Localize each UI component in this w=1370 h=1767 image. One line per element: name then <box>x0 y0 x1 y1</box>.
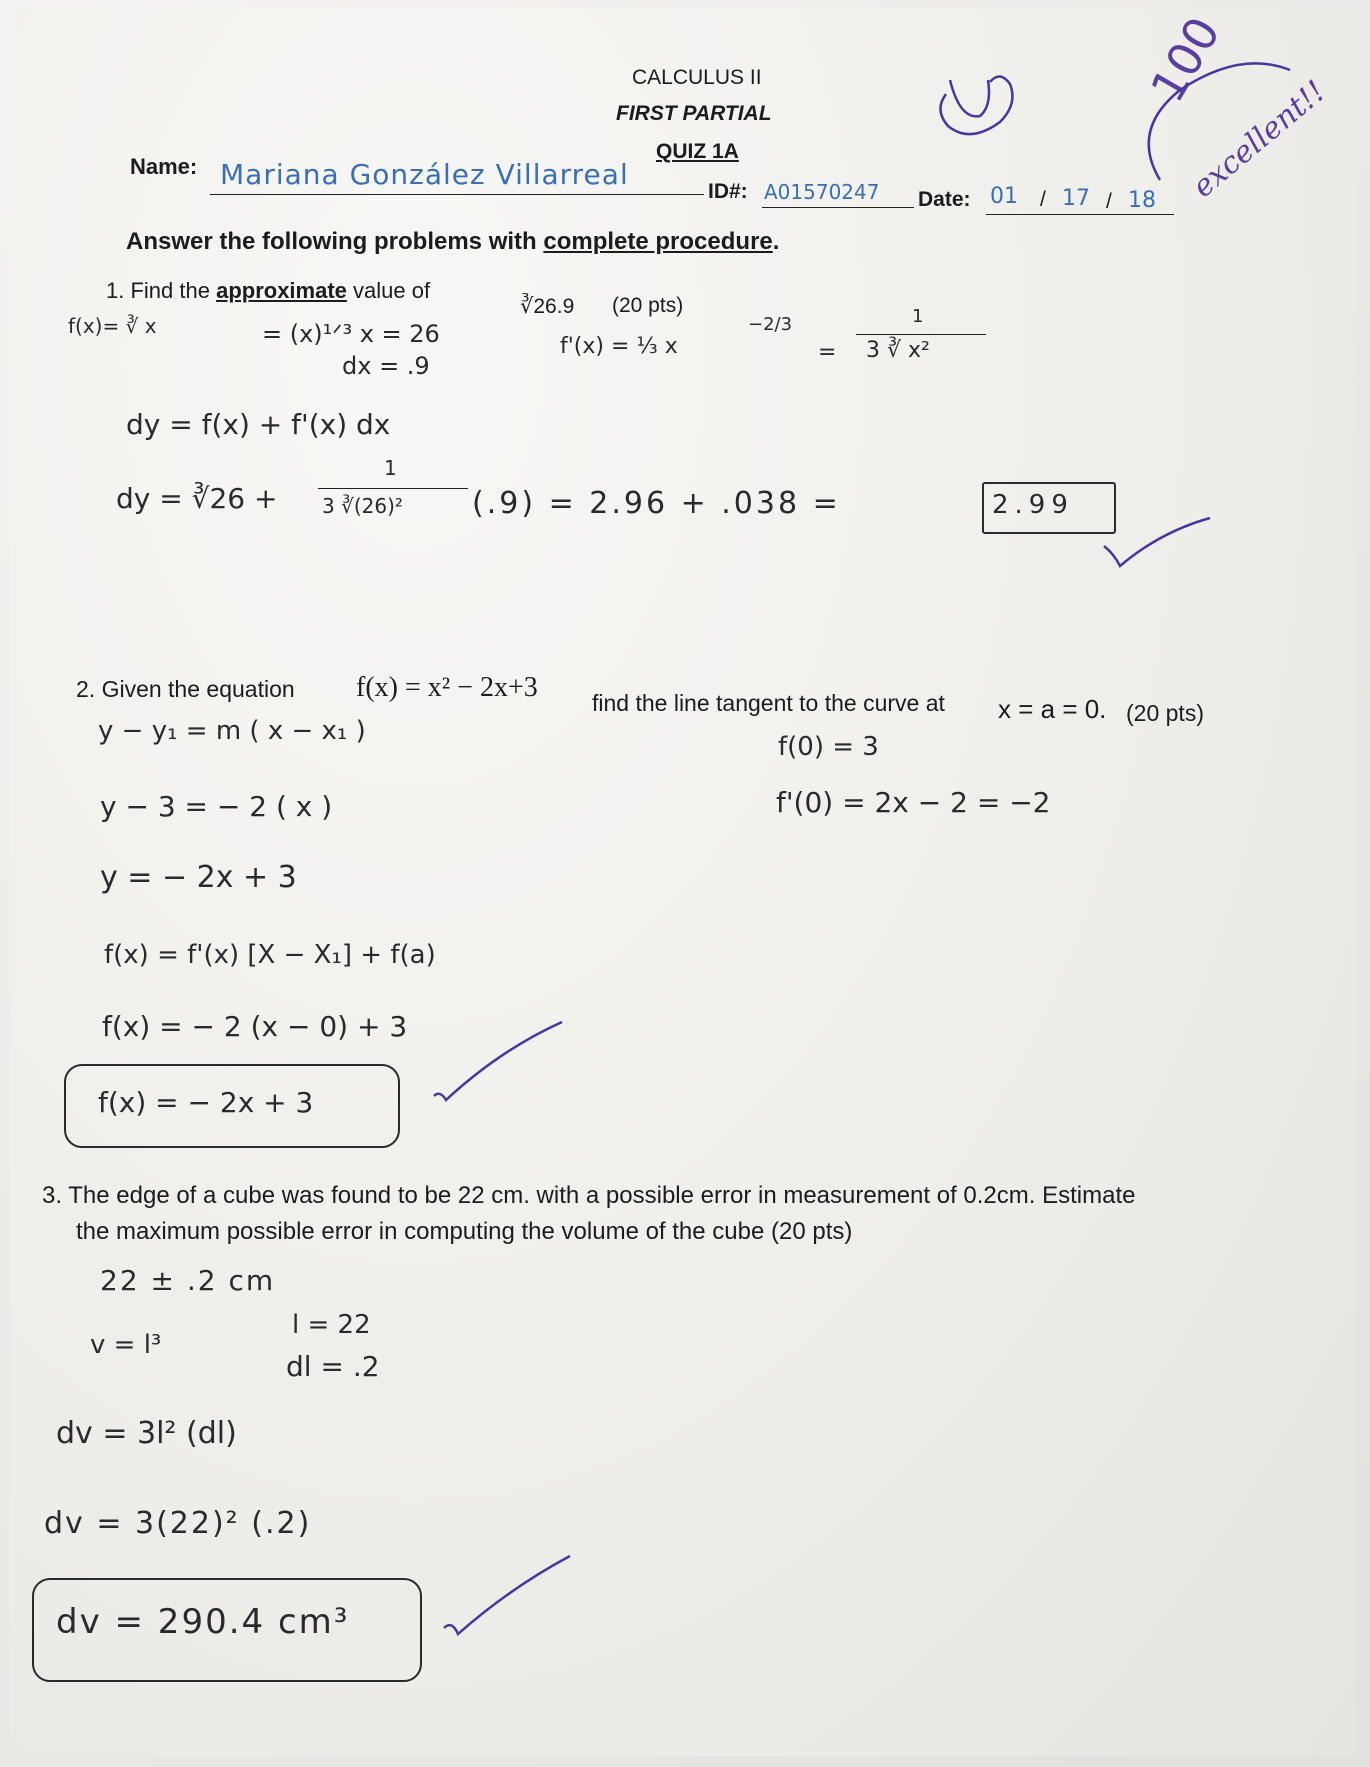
date-label: Date: <box>918 188 971 211</box>
p1-work-frac2-bar <box>318 488 468 489</box>
p3-work-measure: 22 ± .2 cm <box>100 1264 276 1297</box>
date-year: 18 <box>1128 188 1156 213</box>
p2-work-f0: f(0) = 3 <box>778 732 879 762</box>
problem-2-points: (20 pts) <box>1126 700 1204 726</box>
p2-work-fprime0: f'(0) = 2x − 2 = −2 <box>776 786 1051 819</box>
problem-1-prompt-a: 1. Find the <box>106 278 217 303</box>
problem-1-prompt-b: value of <box>346 278 431 303</box>
p1-work-frac-den: 3 ∛ x² <box>866 338 930 363</box>
date-underline <box>986 214 1174 215</box>
instructions <box>126 228 779 256</box>
p1-answer: 2.99 <box>992 490 1074 520</box>
p2-check-mark-icon <box>430 1020 570 1110</box>
p2-work-pointslope: y − y₁ = m ( x − x₁ ) <box>98 716 366 746</box>
p1-work-power: = (x)¹ᐟ³ x = 26 <box>262 320 440 348</box>
p2-work-tangent-sub: f(x) = − 2 (x − 0) + 3 <box>102 1010 408 1043</box>
problem-3-prompt-line2: the maximum possible error in computing the volume of the cube (20 pts) <box>76 1218 853 1245</box>
p2-work-line: y = − 2x + 3 <box>100 860 297 895</box>
p2-answer: f(x) = − 2x + 3 <box>98 1086 314 1119</box>
p1-work-dy-result: (.9) = 2.96 + .038 = <box>472 486 841 521</box>
p1-work-fx: f(x)= ∛ x <box>68 314 157 338</box>
instructions-text-a: Answer the following problems with <box>126 228 544 255</box>
name-value: Mariana González Villarreal <box>220 158 629 191</box>
p1-work-dy-sub: dy = ∛26 + <box>116 482 278 515</box>
p2-work-sub: y − 3 = − 2 ( x ) <box>100 790 333 823</box>
grader-comment: excellent!! <box>1186 74 1333 205</box>
p1-work-frac-bar <box>856 334 986 335</box>
id-value: A01570247 <box>764 180 880 204</box>
p1-work-dy-formula: dy = f(x) + f'(x) dx <box>126 408 391 441</box>
date-month: 17 <box>1062 186 1090 211</box>
problem-1-prompt <box>106 278 430 304</box>
date-sep-2: / <box>1106 190 1112 213</box>
p1-work-fprime-exp: −2/3 <box>748 314 793 335</box>
problem-2-prompt-b: find the line tangent to the curve at <box>592 690 945 716</box>
score-circle-icon <box>1120 40 1320 190</box>
problem-2-point: x = a = 0. <box>998 694 1107 724</box>
instructions-text-ul: complete procedure <box>543 228 773 255</box>
exam-title: FIRST PARTIAL <box>616 102 772 125</box>
check-mark-icon <box>930 60 1040 140</box>
p1-work-fprime: f'(x) = ⅓ x <box>560 334 678 359</box>
name-label: Name: <box>130 154 198 179</box>
problem-1-prompt-ul: approximate <box>216 278 347 303</box>
score-value: 100 <box>1140 7 1231 112</box>
p3-work-dv-sub: dv = 3(22)² (.2) <box>44 1506 312 1541</box>
p1-work-eq: = <box>818 340 837 365</box>
course-title: CALCULUS II <box>632 66 762 89</box>
p1-work-frac2-den: 3 ∛(26)² <box>322 494 403 518</box>
name-underline <box>210 194 704 195</box>
p3-answer: dv = 290.4 cm³ <box>56 1602 350 1642</box>
instructions-text-b: . <box>772 228 780 255</box>
p1-work-frac2-num: 1 <box>384 456 397 480</box>
p1-check-mark-icon <box>1100 516 1220 576</box>
id-underline <box>762 207 914 208</box>
p1-work-frac-num: 1 <box>912 306 924 327</box>
p3-work-l: l = 22 <box>292 1310 371 1340</box>
p3-work-dv-formula: dv = 3l² (dl) <box>56 1416 237 1451</box>
quiz-title: QUIZ 1A <box>656 140 739 163</box>
problem-3-prompt-line1: 3. The edge of a cube was found to be 22 cm. with a possible error in measurement of 0.2cm. Estimate <box>42 1182 1136 1209</box>
problem-2-equation: f(x) = x² − 2x+3 <box>356 672 538 703</box>
problem-2-prompt-a: 2. Given the equation <box>76 676 295 702</box>
p1-work-dx: dx = .9 <box>342 352 430 380</box>
problem-1-radical: ∛26.9 <box>520 295 575 318</box>
p3-check-mark-icon <box>440 1554 580 1644</box>
date-sep-1: / <box>1040 188 1046 211</box>
p3-work-dl: dl = .2 <box>286 1350 380 1383</box>
problem-1-points: (20 pts) <box>612 294 684 317</box>
p2-work-tangent-formula: f(x) = f'(x) [X − X₁] + f(a) <box>104 940 436 970</box>
date-day: 01 <box>990 184 1018 209</box>
p3-work-volume: v = l³ <box>90 1330 162 1360</box>
id-label: ID#: <box>708 180 748 203</box>
